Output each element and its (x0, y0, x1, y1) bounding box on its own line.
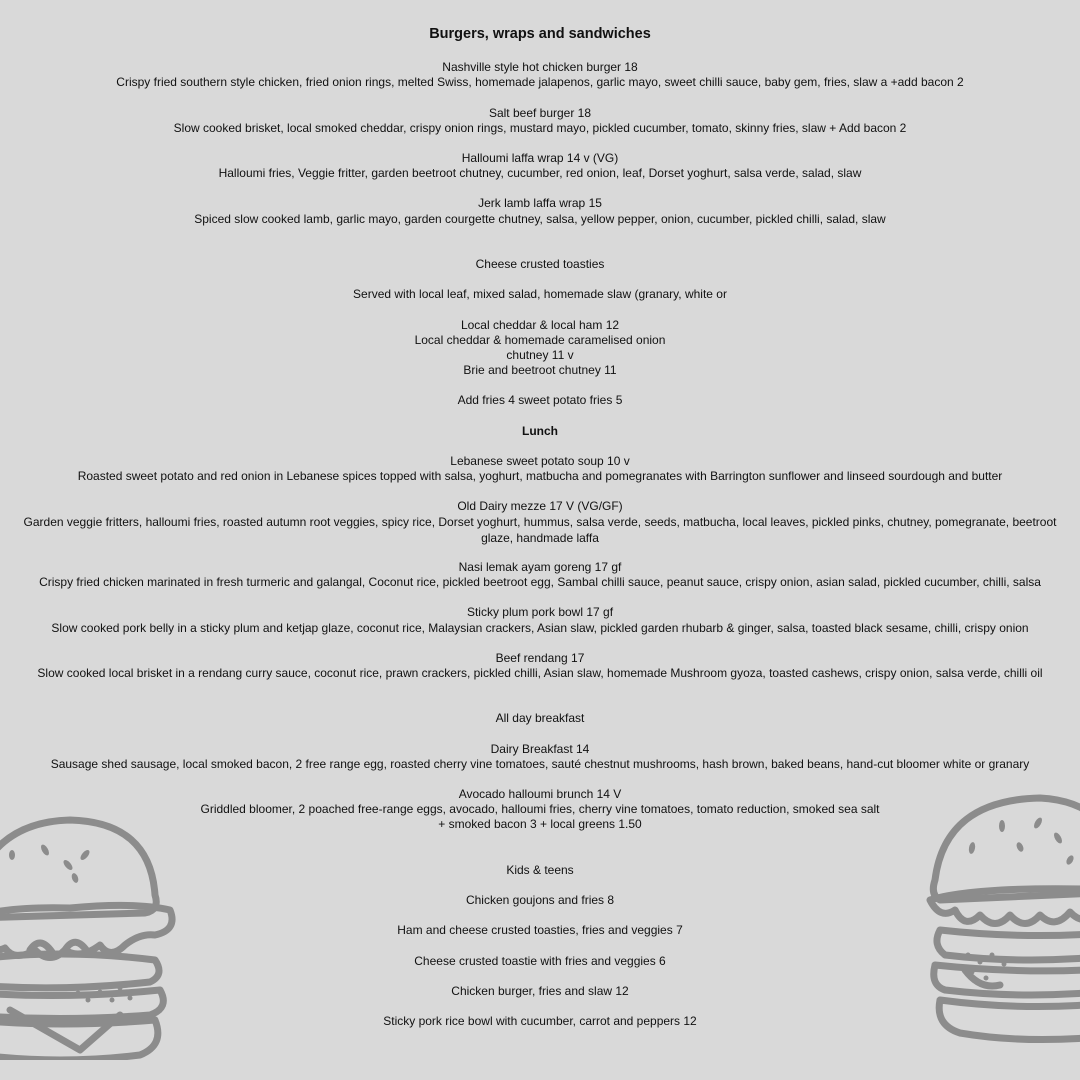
menu-item-description: Crispy fried chicken marinated in fresh turmeric and galangal, Coconut rice, pickled beetroot egg, Sambal chilli sauce, peanut sauce, crispy onion, asian salad, pickled cucumber, chilli, salsa (39, 575, 1041, 589)
menu-item-title: Lebanese sweet potato soup 10 v (450, 454, 630, 468)
menu-item-description: Slow cooked brisket, local smoked cheddar, crispy onion rings, mustard mayo, pickled cucumber, tomato, skinny fries, slaw + Add bacon 2 (173, 121, 907, 135)
menu-item-description: Sausage shed sausage, local smoked bacon, 2 free range egg, roasted cherry vine tomatoes, sauté chestnut mushrooms, hash brown, baked beans, hand-cut bloomer white or granary (50, 757, 1030, 771)
menu-item-description: Spiced slow cooked lamb, garlic mayo, garden courgette chutney, salsa, yellow pepper, onion, cucumber, pickled chilli, salad, slaw (194, 212, 886, 226)
menu-item-title: Halloumi laffa wrap 14 v (VG) (461, 151, 619, 165)
toastie-item: Local cheddar & local ham 12 (460, 318, 620, 332)
menu-item-title: Avocado halloumi brunch 14 V (458, 787, 622, 801)
toastie-item: Brie and beetroot chutney 11 (463, 363, 617, 377)
menu-item-description: Slow cooked pork belly in a sticky plum and ketjap glaze, coconut rice, Malaysian crackers, Asian slaw, pickled garden rhubarb & ginger, salsa, toasted black sesame, chilli, crispy onion (51, 621, 1029, 635)
menu-item-description: Roasted sweet potato and red onion in Lebanese spices topped with salsa, yoghurt, matbucha and pomegranates with Barrington sunflower and linseed sourdough and butter (77, 469, 1003, 483)
menu-item-extras: + smoked bacon 3 + local greens 1.50 (438, 817, 642, 831)
section-heading-burgers: Burgers, wraps and sandwiches (429, 26, 651, 42)
toastie-item: chutney 11 v (506, 348, 574, 362)
menu-item-title: Jerk lamb laffa wrap 15 (478, 196, 602, 210)
menu-item-description: Garden veggie fritters, halloumi fries, roasted autumn root veggies, spicy rice, Dorset yoghurt, hummus, salsa verde, seeds, matbucha, local leaves, pickled pinks, chutney, pomegranate, beetroot glaze, handmade laffa (23, 515, 1057, 545)
menu-item-title: Sticky plum pork bowl 17 gf (466, 605, 614, 619)
menu-item-title: Salt beef burger 18 (488, 106, 592, 120)
kids-item: Sticky pork rice bowl with cucumber, carrot and peppers 12 (383, 1014, 697, 1028)
section-heading-lunch: Lunch (522, 424, 558, 438)
menu-item-title: Nasi lemak ayam goreng 17 gf (458, 560, 622, 574)
menu-item-description: Slow cooked local brisket in a rendang curry sauce, coconut rice, prawn crackers, pickled chilli, Asian slaw, homemade Mushroom gyoza, toasted cashews, crispy onion, salsa verde, chilli oil (37, 666, 1043, 680)
menu-item-description: Halloumi fries, Veggie fritter, garden beetroot chutney, cucumber, red onion, leaf, Dorset yoghurt, salsa verde, salad, slaw (218, 166, 862, 180)
section-heading-breakfast: All day breakfast (495, 711, 585, 725)
menu-item-title: Dairy Breakfast 14 (490, 742, 590, 756)
toastie-item: Local cheddar & homemade caramelised onion (414, 333, 666, 347)
section-heading-kids: Kids & teens (506, 863, 574, 877)
section-heading-toasties: Cheese crusted toasties (475, 257, 605, 271)
menu-item-description: Griddled bloomer, 2 poached free-range eggs, avocado, halloumi fries, cherry vine tomatoes, tomato reduction, smoked sea salt (200, 802, 880, 816)
kids-item: Ham and cheese crusted toasties, fries and veggies 7 (397, 923, 683, 937)
menu-item-title: Nashville style hot chicken burger 18 (442, 60, 638, 74)
menu-item-title: Beef rendang 17 (495, 651, 585, 665)
kids-item: Chicken goujons and fries 8 (465, 893, 615, 907)
toasties-extras: Add fries 4 sweet potato fries 5 (457, 393, 623, 407)
menu-item-title: Old Dairy mezze 17 V (VG/GF) (457, 499, 623, 513)
kids-item: Chicken burger, fries and slaw 12 (451, 984, 629, 998)
toasties-served-note: Served with local leaf, mixed salad, homemade slaw (granary, white or (353, 287, 727, 301)
kids-item: Cheese crusted toastie with fries and veggies 6 (414, 954, 666, 968)
menu-item-description: Crispy fried southern style chicken, fried onion rings, melted Swiss, homemade jalapenos, garlic mayo, sweet chilli sauce, baby gem, fries, slaw a +add bacon 2 (116, 75, 964, 89)
